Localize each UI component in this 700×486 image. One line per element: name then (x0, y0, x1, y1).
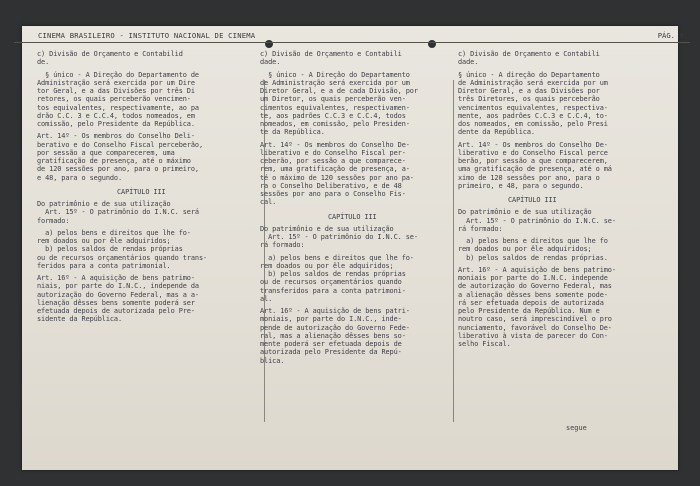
paragraph-line: por sessão a que comparecerem, uma (37, 148, 175, 157)
paragraph-line: Art. 14º - Os membros do Conselho Deli- (37, 132, 195, 141)
paragraph-line: retores, os quais perceberão vencimen- (37, 95, 191, 104)
paragraph-line: cal. (260, 198, 277, 207)
section-heading-line: dade. (260, 58, 281, 67)
paragraph-line: feridos para a conta patrimonial. (37, 261, 171, 270)
paragraph-line: ral, mas a alienação dêsses bens so- (260, 331, 406, 340)
text-column-1 (37, 50, 207, 324)
text-column-3 (458, 50, 616, 348)
section-heading-line: c) Divisão de Orçamento e Contabili (458, 50, 600, 58)
chapter-title: CAPÍTULO III (508, 196, 557, 204)
paragraph-line: liberativo à vista de parecer do Con- (458, 331, 608, 340)
chapter-subtitle: Do patrimônio e de sua utilização (260, 224, 394, 233)
paragraph-line: ceberão, por sessão a que comparece- (260, 157, 406, 165)
paragraph-line: dente da República. (458, 128, 535, 137)
paragraph-line: ra o Conselho Deliberativo, e de 48 (260, 181, 402, 190)
paragraph-line: mente, aos padrões C.C.3 e C.C.4, to- (458, 111, 608, 120)
paragraph-line: de 120 sessões por ano, para o primeiro, (37, 165, 199, 174)
section-heading-line: c) Divisão de Orçamento e Contabilid (37, 50, 183, 58)
paragraph-line: tor Geral, e a das Divisões por três Di (37, 87, 195, 95)
paragraph-line: a) pelos bens e direitos que lhe fo (458, 237, 608, 245)
paragraph-line: de autorização do Governo Federal, mas (458, 282, 612, 291)
paragraph-line: Art. 15º - O patrimônio do I.N.C. se- (458, 216, 616, 225)
paragraph-line: ou de recursos orçamentários quando (260, 278, 402, 287)
paragraph-line: rem doados ou por êle adquiridos; (37, 237, 171, 245)
paragraph-line: e 48, para o segundo. (37, 173, 123, 182)
paragraph-line: gratificação de presença, até o máximo (37, 157, 191, 165)
paragraph-line: de Administração será exercida por um (260, 78, 410, 87)
paragraph-line: transferidos para a conta patrimoni- (260, 286, 406, 295)
paragraph-line: b) pelos saldos de rendas próprias (260, 270, 406, 278)
paragraph-line: niais, por parte do I.N.C., independe da (37, 282, 199, 291)
paragraph-line: pende de autorização do Governo Fede- (260, 323, 410, 332)
paragraph-line: § único - A direção do Departamento (458, 70, 600, 79)
paragraph-line: uma gratificação de presença, até o má (458, 165, 612, 174)
paragraph-line: cimentos equivalentes, respectivamen- (260, 103, 410, 112)
paragraph-line: Administração será exercida por um Dire (37, 78, 195, 87)
paragraph-line: Art. 16º - A aquisição de bens patrimo- (458, 265, 616, 274)
section-heading-line: c) Divisão de Orçamento e Contabili (260, 50, 402, 58)
paragraph-line: três Diretores, os quais perceberão (458, 95, 600, 104)
paragraph-line: § único - A Direção do Departamento de (37, 70, 199, 79)
paragraph-line: noutro caso, será imprescindível o pro (458, 315, 612, 324)
paragraph-line: § único - A Direção do Departamento (260, 70, 410, 79)
paragraph-line: ou de recursos orçamentários quando trans- (37, 253, 208, 262)
header-rule (14, 42, 690, 43)
text-column-2 (260, 50, 418, 365)
continuation-note: segue (566, 424, 587, 432)
paragraph-line: autorizada pelo Presidente da Repú- (260, 348, 402, 357)
paragraph-line: pelo Presidente da República. Num e (458, 307, 600, 315)
paragraph-line: rá formado: (260, 241, 305, 250)
paragraph-line: dos nomeados, em comissão, pelo Presi (458, 120, 608, 128)
paragraph-line: rem doados ou por êle adquiridos; (260, 261, 394, 270)
paragraph-line: a alienação dêsses bens somente pode- (458, 290, 608, 299)
paragraph-line: nunciamento, favorável do Conselho De- (458, 323, 612, 332)
paragraph-line: lienação dêsses bens somente poderá ser (37, 298, 195, 307)
chapter-title: CAPÍTULO III (117, 187, 166, 196)
document-header-title: CINEMA BRASILEIRO - INSTITUTO NACIONAL DE CINEMA (38, 31, 256, 40)
paragraph-line: sessões por ano para o Conselho Fis- (260, 190, 406, 198)
paragraph-line: a) pelos bens e direitos que lhe fo- (260, 253, 414, 262)
chapter-subtitle: Do patrimônio e de sua utilização (37, 200, 171, 208)
paragraph-line: formado: (37, 216, 70, 225)
paragraph-line: Art. 16º - A aquisição de bens patrimo- (37, 274, 195, 282)
paragraph-line: Diretor Geral, e a de cada Divisão, por (260, 87, 418, 95)
paragraph-line: Art. 15º - O patrimônio do I.N.C. será (37, 208, 199, 217)
paragraph-line: berativo e do Conselho Fiscal perceberão, (37, 140, 203, 149)
paragraph-line: rá ser efetuada depois de autorizada (458, 298, 604, 307)
paragraph-line: efetuada depois de autorizada pelo Pre- (37, 307, 195, 315)
paragraph-line: autorização do Governo Federal, mas a a- (37, 290, 199, 299)
paragraph-line: b) pelos saldos de rendas próprias. (458, 253, 608, 262)
paragraph-line: al. (260, 294, 273, 303)
paragraph-line: rem, uma gratificação de presença, a- (260, 165, 410, 174)
paragraph-line: primeiro, e 48, para o segundo. (458, 181, 584, 190)
paragraph-line: b) pelos saldos de rendas próprias (37, 245, 183, 254)
paragraph-line: te, aos padrões C.C.3 e C.C.4, todos (260, 111, 406, 120)
paragraph-line: rem doados ou por êle adquiridos; (458, 245, 592, 254)
paragraph-line: a) pelos bens e direitos que lhe fo- (37, 228, 191, 237)
chapter-subtitle: Do patrimônio e de sua utilização (458, 208, 592, 217)
paragraph-line: blica. (260, 356, 285, 365)
paragraph-line: moniais, por parte do I.N.C., inde- (260, 315, 402, 324)
paragraph-line: liberativo e do Conselho Fiscal perce (458, 148, 608, 157)
paragraph-line: comissão, pelo Presidente da República. (37, 120, 195, 128)
paragraph-line: Art. 15º - O patrimônio do I.N.C. se- (260, 233, 418, 241)
column-divider (453, 80, 454, 422)
paragraph-line: de Administração será exercida por um (458, 78, 608, 87)
paragraph-line: Diretor Geral, e a das Divisões por (458, 87, 600, 95)
paragraph-line: ximo de 120 sessões por ano, para o (458, 173, 600, 182)
paragraph-line: berão, por sessão a que comparecerem, (458, 157, 608, 165)
page-number: PÁG. 9. (657, 31, 688, 40)
paragraph-line: Art. 16º - A aquisição de bens patri- (260, 307, 410, 315)
paragraph-line: te da República. (260, 128, 325, 137)
paragraph-line: rá formado: (458, 224, 503, 233)
chapter-title: CAPÍTULO III (328, 212, 377, 221)
paragraph-line: té o máximo de 120 sessões por ano pa- (260, 173, 414, 182)
paragraph-line: nomeados, em comissão, pelo Presiden- (260, 120, 410, 128)
paragraph-line: sidente da República. (37, 315, 123, 324)
paragraph-line: vencimentos equivalentes, respectiva- (458, 103, 608, 112)
section-heading-line: dade. (458, 58, 479, 67)
paragraph-line: moniais por parte do I.N.C. independe (458, 274, 608, 282)
paragraph-line: selho Fiscal. (458, 340, 511, 348)
section-heading-line: de. (37, 58, 50, 67)
paragraph-line: drão C.C. 3 e C.C.4, todos nomeados, em (37, 111, 195, 120)
paragraph-line: um Diretor, os quais perceberão ven- (260, 95, 406, 104)
paragraph-line: Art. 14º - Os membros do Conselho De- (260, 140, 410, 149)
paragraph-line: Art. 14º - Os membros do Conselho De- (458, 140, 608, 149)
paragraph-line: liberativo e do Conselho Fiscal per- (260, 148, 406, 157)
paragraph-line: tos equivalentes, respectivamente, ao pa (37, 103, 199, 112)
paragraph-line: mente poderá ser efetuada depois de (260, 340, 402, 348)
